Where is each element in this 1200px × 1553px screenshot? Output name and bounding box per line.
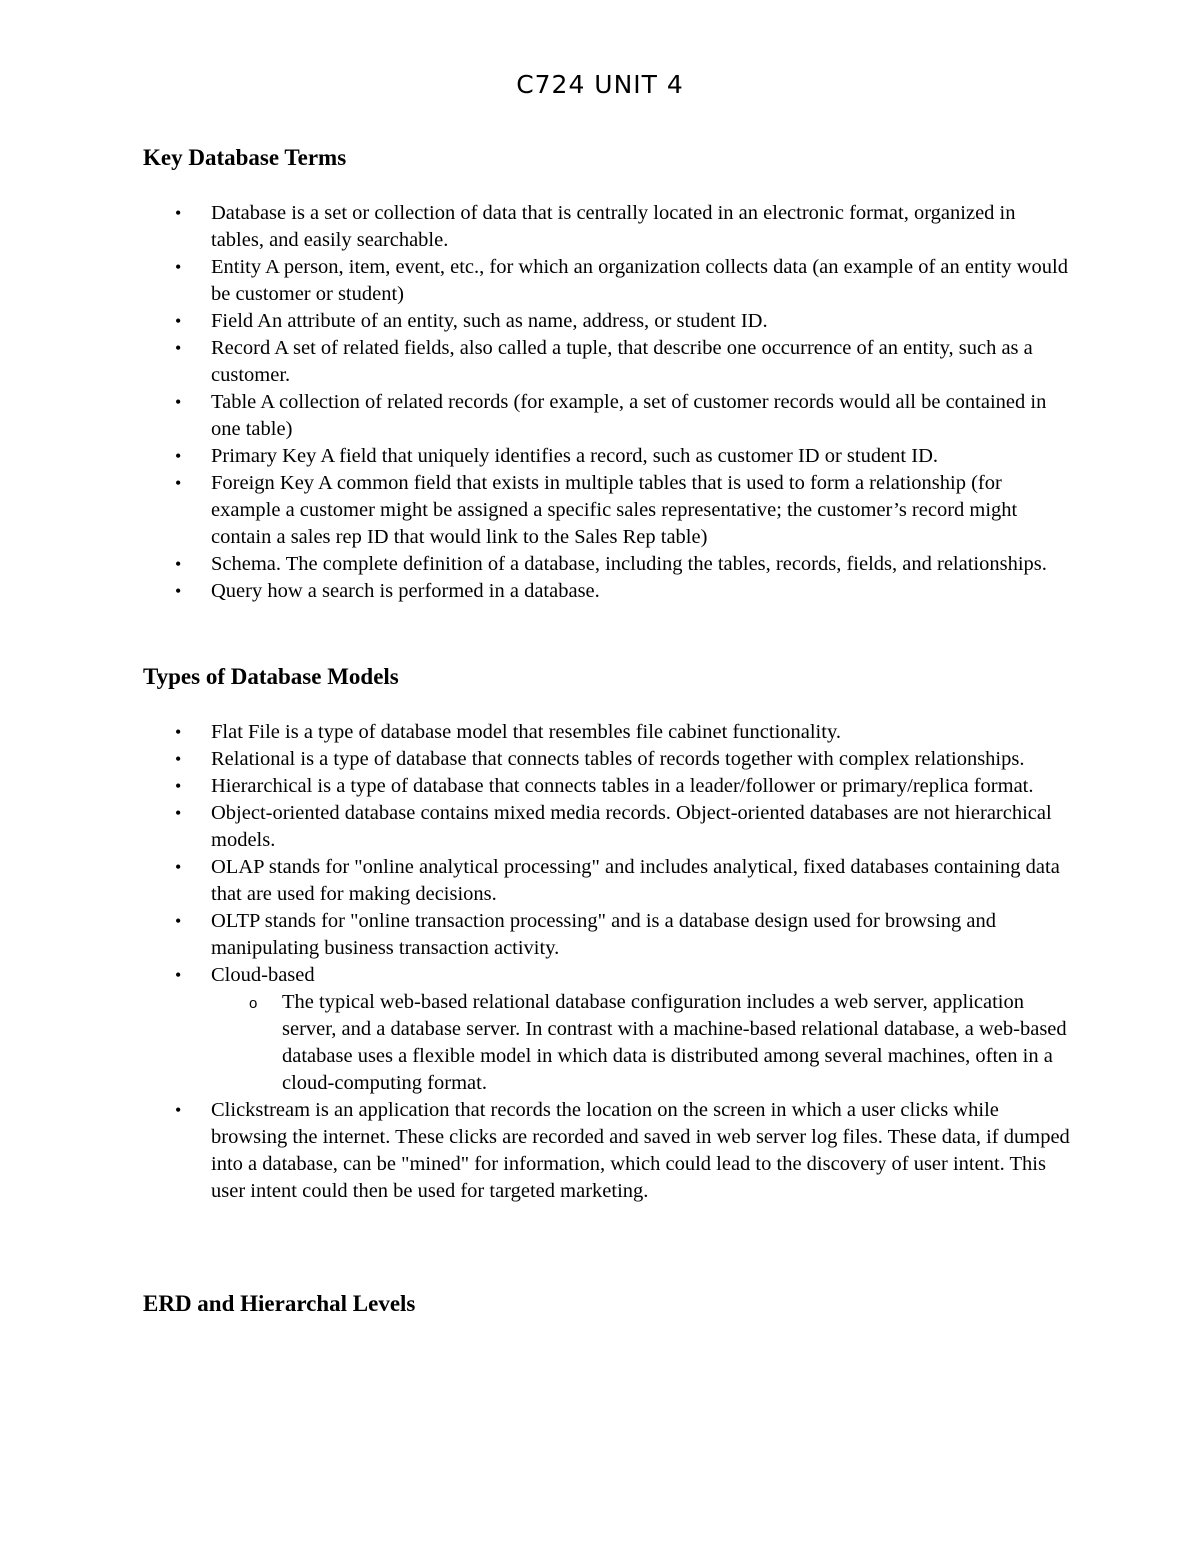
list-item: • Database is a set or collection of data that is centrally located in an electronic format, organized in tables, and easily searchable. [175,202,1016,251]
list-item: • Clickstream is an application that records the location on the screen in which a user clicks while browsing the internet. These clicks are recorded and saved in web server log files. These data, if dumped into a database, can be "mined" for information, which could lead to the discovery of user intent. This user intent could then be used for targeted marketing. [175,1099,1070,1202]
bullet-icon: • [175,965,182,985]
bullet-icon: • [175,857,182,877]
bullet-icon: • [175,311,182,331]
bullet-icon: • [175,1100,182,1120]
bullet-icon: • [175,776,182,796]
list-item: • Foreign Key A common field that exists in multiple tables that is used to form a relationship (for example a customer might be assigned a specific sales representative; the customer’s record might contain a sales rep ID that would link to the Sales Rep table) [175,472,1018,548]
bullet-icon: • [175,473,182,493]
list-item: • OLTP stands for "online transaction processing" and is a database design used for browsing and manipulating business transaction activity. [175,910,996,959]
list-item: • Entity A person, item, event, etc., for which an organization collects data (an example of an entity would be customer or student) [175,256,1068,305]
bullet-icon: • [175,554,182,574]
bullet-icon: • [175,257,182,277]
list-item: • Hierarchical is a type of database that connects tables in a leader/follower or primary/replica format. [143,773,1073,800]
list-item-cloud-based: • Cloud-based o The typical web-based relational database configuration includes a web server, application server, and a database server. In contrast with a machine-based relational database, a web-based database uses a flexible model in which data is distributed among several machines, often in a cloud-computing format. [143,962,1073,1097]
bullet-list [143,719,1073,1205]
circle-bullet-icon: o [249,995,258,1012]
list-item: • Flat File is a type of database model that resembles file cabinet functionality. [143,719,1073,746]
section-heading: Types of Database Models [143,664,399,689]
bullet-icon: • [175,446,182,466]
sub-bullet-list [211,989,1073,1097]
bullet-icon: • [175,911,182,931]
section-key-database-terms [143,143,1073,605]
bullet-icon: • [175,203,182,223]
section-heading: Key Database Terms [143,145,347,170]
list-item: • Schema. The complete definition of a database, including the tables, records, fields, and relationships. [143,551,1073,578]
sub-list-item: o The typical web-based relational database configuration includes a web server, application server, and a database server. In contrast with a machine-based relational database, a web-based database uses a flexible model in which data is distributed among several machines, often in a cloud-computing format. [249,991,1067,1094]
section-heading: ERD and Hierarchal Levels [143,1291,416,1316]
list-item: • Table A collection of related records (for example, a set of customer records would all be contained in one table) [175,391,1047,440]
list-item: • Object-oriented database contains mixed media records. Object-oriented databases are not hierarchical models. [175,802,1052,851]
list-item: • Query how a search is performed in a database. [143,578,1073,605]
bullet-icon: • [175,392,182,412]
bullet-icon: • [175,803,182,823]
list-item: • Field An attribute of an entity, such as name, address, or student ID. [143,308,1073,335]
document-title: C724 UNIT 4 [516,70,684,99]
list-item: • Record A set of related fields, also called a tuple, that describe one occurrence of an entity, such as a customer. [175,337,1033,386]
section-erd-and-hierarchal-levels [143,1289,1073,1319]
bullet-icon: • [175,338,182,358]
section-types-of-database-models [143,662,1073,1205]
list-item: • Primary Key A field that uniquely identifies a record, such as customer ID or student ID. [143,443,1073,470]
bullet-icon: • [175,581,182,601]
bullet-icon: • [175,749,182,769]
bullet-icon: • [175,722,182,742]
bullet-list [143,200,1073,605]
list-item: • Relational is a type of database that connects tables of records together with complex relationships. [143,746,1073,773]
list-item: • OLAP stands for "online analytical processing" and includes analytical, fixed databases containing data that are used for making decisions. [175,856,1060,905]
